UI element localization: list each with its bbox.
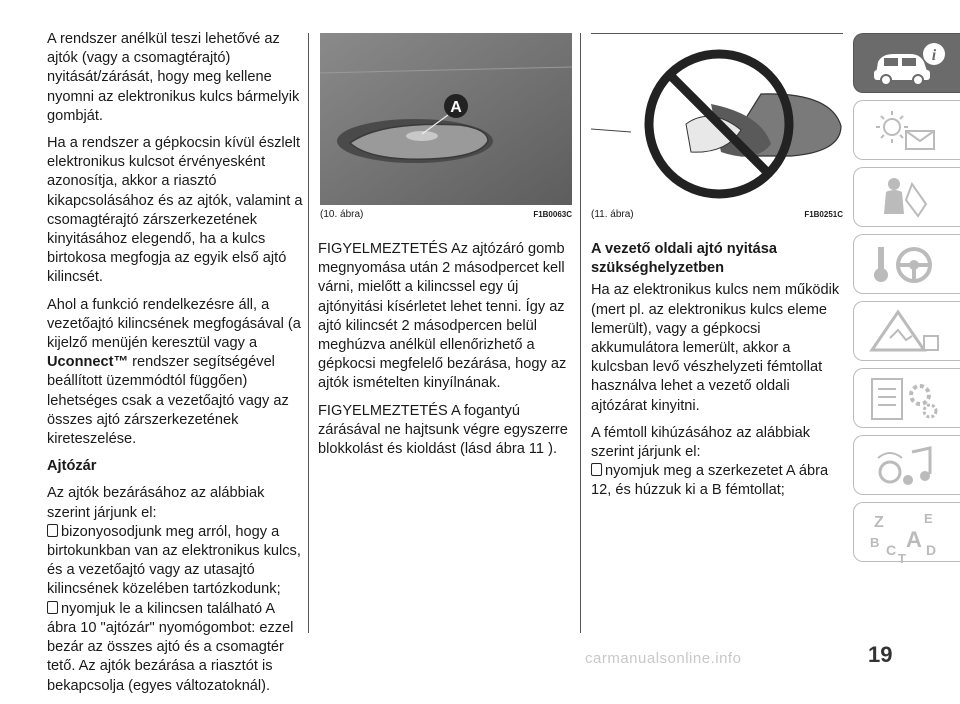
figure-no-sign [591, 33, 843, 206]
bullet-box-icon [47, 524, 58, 537]
lights-warning-icon [868, 107, 948, 155]
column-1 [47, 30, 305, 704]
multimedia-icon [868, 442, 948, 490]
section-heading: Ajtózár [47, 458, 97, 475]
tab-key-steering[interactable] [853, 234, 960, 294]
warning-paragraph: FIGYELMEZTETÉS A fogantyú zárásával ne hajtsunk végre egyszerre blokkolást és kioldást (lásd ábra 11 ). [318, 402, 568, 458]
tab-lights-warning[interactable] [853, 100, 960, 160]
figure-caption [320, 209, 572, 220]
svg-text:A: A [906, 527, 922, 552]
index-letters-icon [868, 509, 948, 565]
figure-caption-label: (10. ábra) [320, 209, 364, 220]
bullet-item: bizonyosodjunk meg arról, hogy a birtokunkban van az elektronikus kulcs, és a vezetőajtó vagy az utasajtó kilincsének közelében tartózkodunk; [47, 523, 301, 598]
tab-emergency[interactable] [853, 301, 960, 361]
tab-maintenance[interactable] [853, 368, 960, 428]
paragraph: Ha a rendszer a gépkocsin kívül észlelt elektronikus kulcsot érvényesként azonosítja, akkor a riasztó kikapcsolásához és az ajtók, valamint a csomagtérajtó zárszerkezetének kinyitásához elegendő, ha a kulcs birtokosa megfogja az egyik első ajtó kilincsét. [47, 135, 303, 286]
svg-text:i: i [931, 47, 937, 64]
door-handle-illustration [320, 33, 572, 205]
section-heading: A vezető oldali ajtó nyitása szükséghelyzetben [591, 241, 777, 277]
bullet-item: nyomjuk le a kilincsen található A ábra 10 "ajtózár" nyomógombot: ezzel bezár az összes ajtó és a csomagtér tető. Az ajtók bezárása a riasztót is bekapcsolja (egyes változatoknál). [47, 600, 294, 694]
maintenance-gears-icon [868, 375, 948, 423]
watermark: carmanualsonline.info [585, 650, 742, 667]
paragraph: A fémtoll kihúzásához az alábbiak szerint járjunk el: [591, 424, 811, 461]
column-3 [591, 240, 849, 509]
svg-text:D: D [926, 542, 937, 558]
tab-index[interactable] [853, 502, 960, 565]
bullet-item: nyomjuk meg a szerkezetet A ábra 12, és húzzuk ki a B fémtollat; [591, 463, 829, 499]
uconnect-brand: Uconnect™ [47, 354, 129, 371]
svg-text:T: T [898, 551, 906, 565]
tab-multimedia[interactable] [853, 435, 960, 495]
figure-label-a: A [450, 99, 462, 116]
warning-triangle-icon [868, 308, 948, 356]
no-simultaneous-lock-illustration [591, 34, 843, 206]
warning-paragraph: FIGYELMEZTETÉS Az ajtózáró gomb megnyomása után 2 másodpercet kell várni, mielőtt a kilincssel egy új ajtónyitási kísérletet lehet tenni. Így az ajtó kilincsét 2 másodpercen belül meghúzva anélkül ellenőrizhető a gépkocsi megfelelő bezárása, hogy az ajtók ismételten kinyílnának. [318, 241, 567, 392]
paragraph: Ahol a funkció rendelkezésre áll, a vezetőajtó kilincsének megfogásával (a kijelző menüjén keresztül vagy a Uconnect™ rendszer segítségével beállított üzemmódtól függően) lehetséges csak a vezetőajtó vagy az összes ajtó zárszerkezetének kireteszelése. [47, 296, 301, 448]
bullet-box-icon [47, 601, 58, 614]
tab-safety[interactable] [853, 167, 960, 227]
figure-code: F1B0251C [804, 210, 843, 219]
paragraph: Ha az elektronikus kulcs nem működik (mert pl. az elektronikus kulcs eleme lemerült), vagy a gépkocsi akkumulátora lemerült, akkor a kulcsban levő vészhelyzeti fémtollat használva lehet a vezető oldali ajtózárat kinyitni. [591, 282, 840, 414]
bullet-box-icon [591, 463, 602, 476]
svg-text:C: C [886, 542, 897, 558]
figure-door-handle [320, 33, 572, 205]
figure-code: F1B0063C [533, 210, 572, 219]
column-2 [318, 240, 576, 467]
column-divider [308, 33, 309, 633]
figure-caption-label: (11. ábra) [591, 209, 634, 220]
page-number: 19 [868, 642, 893, 667]
tab-car-info[interactable] [853, 33, 960, 93]
safety-airbag-icon [868, 174, 948, 222]
car-info-icon [868, 40, 948, 88]
column-divider [580, 33, 581, 633]
paragraph: Az ajtók bezárásához az alábbiak szerint járjunk el: [47, 485, 265, 521]
paragraph: A rendszer anélkül teszi lehetővé az ajtók (vagy a csomagtérajtó) nyitását/zárását, hogy meg kellene nyomni az elektronikus kulcs bármelyik gombját. [47, 31, 300, 124]
svg-text:Z: Z [874, 514, 884, 531]
svg-text:B: B [870, 535, 880, 550]
key-steering-icon [868, 241, 948, 289]
svg-text:E: E [924, 511, 933, 526]
figure-caption [591, 209, 843, 220]
